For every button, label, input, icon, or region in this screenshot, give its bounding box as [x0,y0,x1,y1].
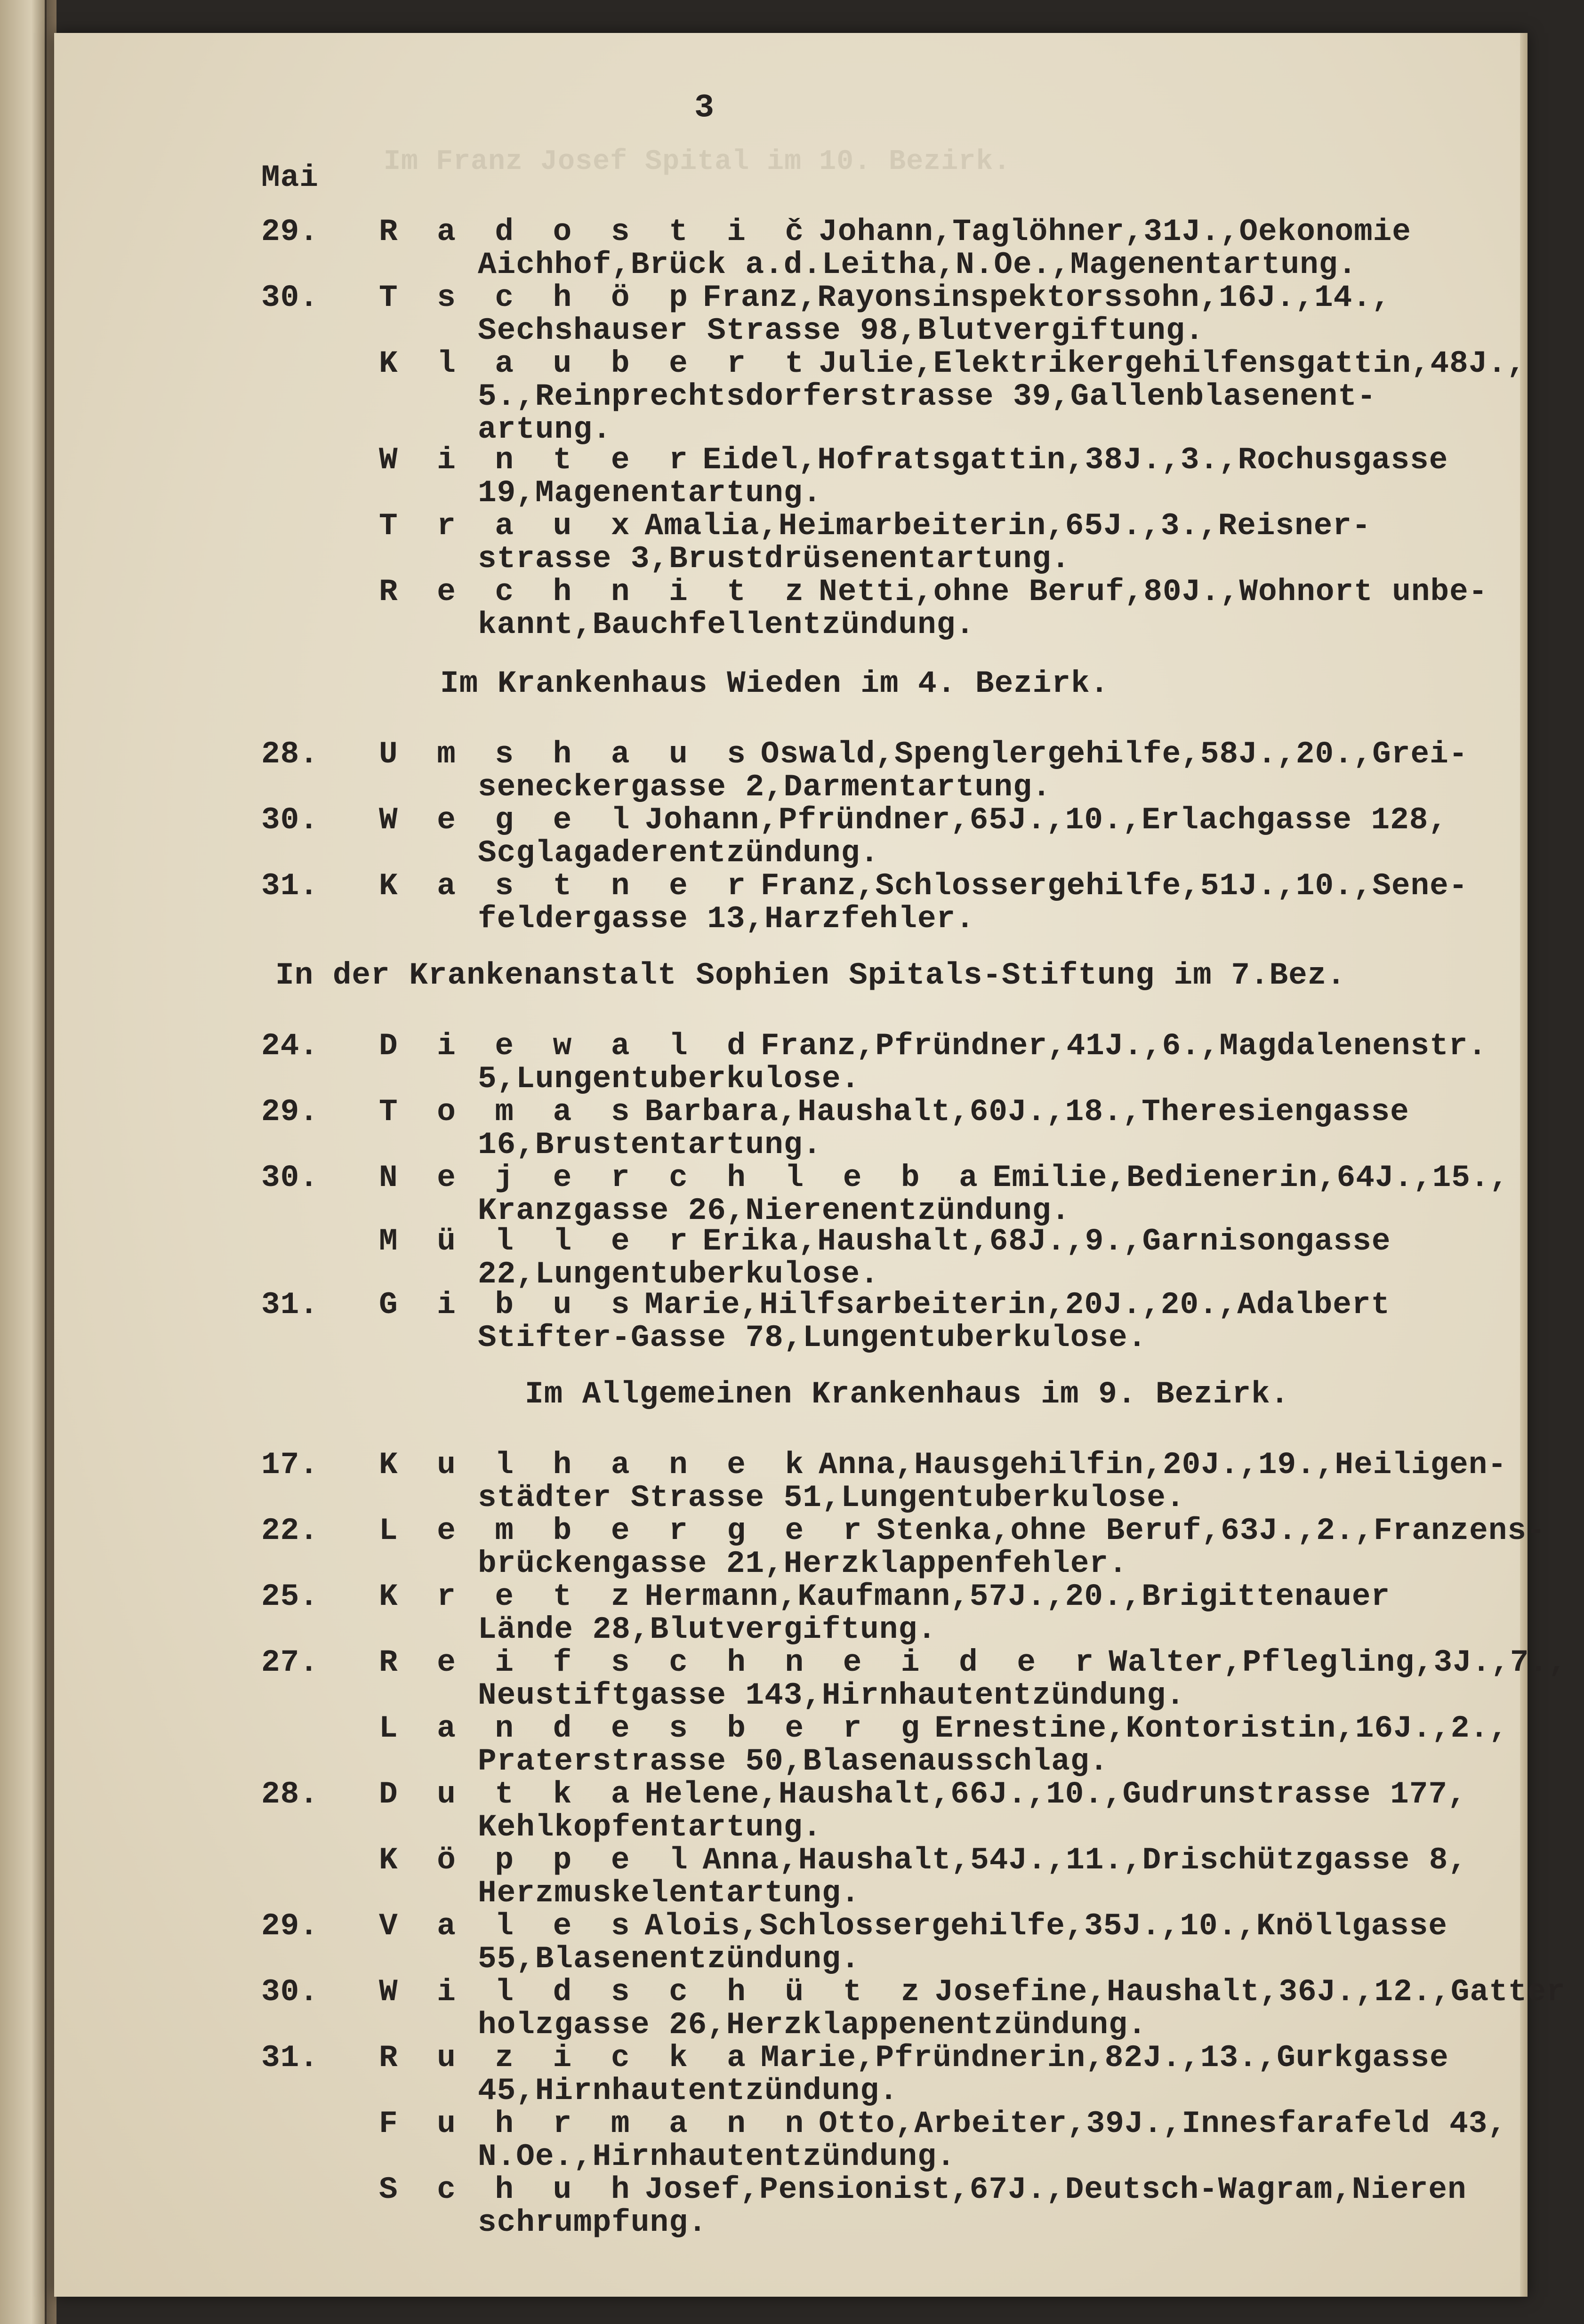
entry-surname: R a d o s t i č [379,214,814,249]
entry-line [379,868,1468,904]
entry-details: Franz,Pfründner,41J.,6.,Magdalenenstr. [760,1028,1487,1064]
entry-continuation: Lände 28,Blutvergiftung. [478,1612,937,1647]
entry-day: 30. [261,280,319,315]
entry-surname: V a l e s [379,1908,640,1944]
entry-details: Marie,Hilfsarbeiterin,20J.,20.,Adalbert [644,1287,1391,1322]
entry-details: Walter,Pflegling,3J.,7., [1109,1645,1568,1680]
entry-continuation: 45,Hirnhautentzündung. [478,2073,899,2108]
entry-surname: K r e t z [379,1579,640,1614]
entry-surname: T s c h ö p [379,280,698,315]
entry-day: 24. [261,1028,319,1064]
entry-surname: W i n t e r [379,442,698,478]
entry-continuation: Scglagaderentzündung. [478,835,879,871]
entry-details: Franz,Rayonsinspektorssohn,16J.,14., [702,280,1391,315]
entry-continuation: städter Strasse 51,Lungentuberkulose. [478,1480,1185,1515]
entry-day: 30. [261,1974,319,2010]
entry-line [379,574,1488,609]
entry-line [379,1843,1467,1878]
entry-line [379,214,1411,249]
entry-line [379,1224,1391,1259]
entry-day: 29. [261,1908,319,1944]
entry-day: 29. [261,1094,319,1130]
entry-details: Barbara,Haushalt,60J.,18.,Theresiengasse [644,1094,1409,1130]
entry-details: Franz,Schlossergehilfe,51J.,10.,Sene- [760,868,1468,904]
entry-continuation: 55,Blasenentzündung. [478,1941,860,1977]
entry-day: 28. [261,737,319,772]
entry-day: 25. [261,1579,319,1614]
page-content [54,33,1568,2297]
entry-continuation: schrumpfung. [478,2205,708,2240]
entry-line [379,737,1468,772]
entry-continuation: Stifter-Gasse 78,Lungentuberkulose. [478,1320,1147,1355]
entry-line [379,1908,1447,1944]
entry-line [379,1028,1487,1064]
entry-line [379,1094,1409,1130]
entry-line [379,1160,1509,1195]
entry-line [379,1287,1390,1322]
entry-surname: G i b u s [379,1287,640,1322]
entry-details: Anna,Haushalt,54J.,11.,Drischützgasse 8, [702,1843,1467,1878]
entry-surname: F u h r m a n n [379,2106,814,2141]
entry-day: 30. [261,1160,319,1195]
entry-day: 28. [261,1777,319,1812]
page-number: 3 [694,89,715,127]
entry-surname: R e c h n i t z [379,574,814,609]
entry-details: Amalia,Heimarbeiterin,65J.,3.,Reisner- [644,508,1371,544]
entry-line [379,346,1526,381]
entry-continuation: Kehlkopfentartung. [478,1810,822,1845]
entry-line [379,1711,1508,1746]
entry-details: Oswald,Spenglergehilfe,58J.,20.,Grei- [760,737,1468,772]
entry-surname: K l a u b e r t [379,346,814,381]
entry-details: Emilie,Bedienerin,64J.,15., [992,1160,1509,1195]
entry-details: Otto,Arbeiter,39J.,Innesfarafeld 43, [819,2106,1507,2141]
entry-day: 31. [261,1287,319,1322]
entry-surname: R u z i c k a [379,2040,756,2076]
entry-line [379,1513,1546,1548]
entry-details: Josefine,Haushalt,36J.,12.,Gatter [934,1974,1566,2010]
entry-continuation: N.Oe.,Hirnhautentzündung. [478,2139,956,2174]
entry-details: Ernestine,Kontoristin,16J.,2., [934,1711,1508,1746]
entry-continuation: Praterstrasse 50,Blasenausschlag. [478,1744,1109,1779]
entry-line [379,802,1447,838]
entry-continuation: Kranzgasse 26,Nierenentzündung. [478,1193,1070,1228]
entry-details: Marie,Pfründnerin,82J.,13.,Gurkgasse [760,2040,1449,2076]
entry-line [379,2106,1507,2141]
entry-surname: L a n d e s b e r g [379,1711,930,1746]
entry-surname: R e i f s c h n e i d e r [379,1645,1104,1680]
entry-day: 22. [261,1513,319,1548]
entry-line [379,280,1391,315]
entry-details: Hermann,Kaufmann,57J.,20.,Brigittenauer [644,1579,1391,1614]
entry-continuation: 5,Lungentuberkulose. [478,1061,860,1097]
entry-continuation: Aichhof,Brück a.d.Leitha,N.Oe.,Magenentartung. [478,247,1357,282]
entry-continuation: seneckergasse 2,Darmentartung. [478,769,1052,805]
entry-surname: W e g e l [379,802,640,838]
entry-surname: K ö p p e l [379,1843,698,1878]
entry-continuation: kannt,Bauchfellentzündung. [478,607,975,642]
entry-continuation: holzgasse 26,Herzklappenentzündung. [478,2007,1147,2043]
entry-continuation: strasse 3,Brustdrüsenentartung. [478,541,1070,577]
hospital-heading: Im Krankenhaus Wieden im 4. Bezirk. [440,666,1110,701]
entry-surname: L e m b e r g e r [379,1513,872,1548]
entry-line [379,1777,1467,1812]
entry-line [379,1645,1568,1680]
entry-continuation: Sechshauser Strasse 98,Blutvergiftung. [478,313,1205,348]
entry-continuation: brückengasse 21,Herzklappenfehler. [478,1546,1128,1581]
entry-details: Johann,Taglöhner,31J.,Oekonomie [819,214,1411,249]
entry-line [379,1579,1390,1614]
entry-surname: S c h u h [379,2172,640,2207]
entry-details: Eidel,Hofratsgattin,38J.,3.,Rochusgasse [702,442,1448,478]
entry-details: Stenka,ohne Beruf,63J.,2.,Franzens- [876,1513,1546,1548]
entry-details: Johann,Pfründner,65J.,10.,Erlachgasse 128, [644,802,1447,838]
entry-surname: M ü l l e r [379,1224,698,1259]
entry-details: Alois,Schlossergehilfe,35J.,10.,Knöllgasse [644,1908,1447,1944]
entry-surname: D u t k a [379,1777,640,1812]
entry-line [379,442,1448,478]
entry-details: Anna,Hausgehilfin,20J.,19.,Heiligen- [819,1447,1507,1483]
entry-details: Josef,Pensionist,67J.,Deutsch-Wagram,Nieren [644,2172,1467,2207]
entry-continuation: 5.,Reinprechtsdorferstrasse 39,Gallenblasenent- [478,379,1376,414]
entry-continuation: feldergasse 13,Harzfehler. [478,901,975,937]
entry-line [379,1447,1507,1483]
entry-continuation: artung. [478,412,612,447]
entry-surname: N e j e r c h l e b a [379,1160,988,1195]
entry-line [379,508,1371,544]
entry-line [379,2040,1449,2076]
entry-surname: D i e w a l d [379,1028,756,1064]
entry-continuation: Herzmuskelentartung. [478,1875,860,1911]
previous-page-edge [0,0,47,2324]
entry-continuation: Neustiftgasse 143,Hirnhautentzündung. [478,1678,1185,1713]
entry-line [379,1974,1566,2010]
entry-surname: T r a u x [379,508,640,544]
entry-day: 27. [261,1645,319,1680]
entry-line [379,2172,1467,2207]
entry-surname: U m s h a u s [379,737,756,772]
entry-surname: W i l d s c h ü t z [379,1974,930,2010]
entry-continuation: 16,Brustentartung. [478,1127,822,1162]
hospital-heading: In der Krankenanstalt Sophien Spitals-Stiftung im 7.Bez. [275,958,1346,993]
hospital-heading: Im Allgemeinen Krankenhaus im 9. Bezirk. [525,1377,1290,1412]
entry-surname: K a s t n e r [379,868,756,904]
document-page [54,33,1568,2297]
entry-details: Erika,Haushalt,68J.,9.,Garnisongasse [702,1224,1391,1259]
entry-continuation: 19,Magenentartung. [478,475,822,511]
entry-day: 29. [261,214,319,249]
entry-day: 31. [261,868,319,904]
entry-surname: T o m a s [379,1094,640,1130]
entry-surname: K u l h a n e k [379,1447,814,1483]
entry-details: Julie,Elektrikergehilfensgattin,48J., [819,346,1526,381]
entry-details: Netti,ohne Beruf,80J.,Wohnort unbe- [819,574,1488,609]
entry-details: Helene,Haushalt,66J.,10.,Gudrunstrasse 177, [644,1777,1467,1812]
entry-day: 17. [261,1447,319,1483]
bleed-through-text: Im Franz Josef Spital im 10. Bezirk. [384,146,1011,178]
entry-day: 30. [261,802,319,838]
month-label: Mai [261,160,319,195]
entry-day: 31. [261,2040,319,2076]
entry-continuation: 22,Lungentuberkulose. [478,1257,879,1292]
